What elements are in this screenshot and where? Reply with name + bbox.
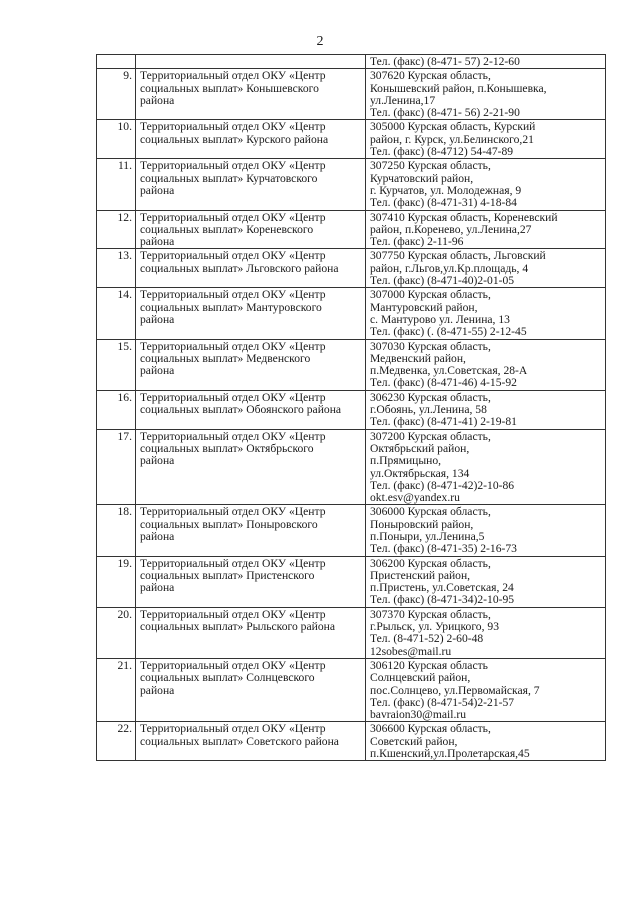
office-address-line: ул.Ленина,17 (370, 94, 436, 107)
office-name-line: Территориальный отдел ОКУ «Центр (140, 659, 326, 672)
office-address-line: п.Медвенка, ул.Советская, 28-А (370, 365, 528, 378)
office-name-line: социальных выплат» Медвенского (140, 352, 311, 365)
office-address-cell (366, 722, 606, 761)
office-address-line: 307030 Курская область, (370, 340, 491, 353)
office-address-line: Тел. (факс) (8-471-40)2-01-05 (370, 275, 515, 288)
office-address-line: Тел. (факс) (8-471- 57) 2-12-60 (370, 56, 520, 68)
office-email[interactable]: 12sobes@mail.ru (370, 645, 452, 658)
office-name-line: социальных выплат» Солнцевского (140, 672, 315, 685)
office-name-cell (136, 722, 366, 761)
office-name-cell (136, 249, 366, 288)
row-number-cell (97, 249, 136, 288)
office-name-line: Территориальный отдел ОКУ «Центр (140, 723, 326, 736)
row-number-cell (97, 429, 136, 505)
office-address-line: Тел. (факс) (8-471-34)2-10-95 (370, 594, 515, 607)
office-name-cell (136, 390, 366, 429)
office-address-line: 306000 Курская область, (370, 506, 491, 519)
office-name-cell (136, 505, 366, 556)
row-number: 20. (117, 607, 132, 621)
office-address-line: ул.Октябрьская, 134 (370, 467, 470, 480)
office-address-cell (366, 249, 606, 288)
row-number-cell (97, 120, 136, 159)
office-address-line: пос.Солнцево, ул.Первомайская, 7 (370, 684, 540, 697)
table-row (97, 505, 606, 556)
office-address-line: Октябрьский район, (370, 442, 470, 455)
office-address-line: Конышевский район, п.Конышевка, (370, 82, 547, 95)
office-address-line: район, п.Коренево, ул.Ленина,27 (370, 223, 532, 236)
office-address-line: район, г. Курск, ул.Белинского,21 (370, 133, 534, 146)
row-number: 10. (117, 120, 132, 134)
office-address-cell (366, 69, 606, 120)
table-row (97, 339, 606, 390)
office-address-line: Тел. (факс) (8-471-46) 4-15-92 (370, 377, 517, 390)
row-number: 16. (117, 390, 132, 404)
office-name-line: социальных выплат» Курчатовского (140, 172, 318, 185)
table-row (97, 722, 606, 761)
office-address-line: 307750 Курская область, Льговский (370, 250, 546, 263)
row-number: 11. (117, 159, 132, 173)
table-row (97, 288, 606, 339)
table-row (97, 607, 606, 658)
office-address-line: Тел. (факс) (8-471-54)2-21-57 (370, 696, 515, 709)
office-address-line: 307250 Курская область, (370, 160, 491, 173)
offices-table-body (97, 55, 606, 761)
office-address-line: Тел. (факс) (8-471-35) 2-16-73 (370, 543, 517, 556)
office-address-line: Пристенский район, (370, 569, 471, 582)
row-number: 13. (117, 249, 132, 263)
table-row (97, 210, 606, 249)
row-number: 9. (123, 69, 132, 83)
office-address-cell (366, 288, 606, 339)
office-name-line: Территориальный отдел ОКУ «Центр (140, 289, 326, 302)
office-address-line: Советский район, (370, 735, 458, 748)
office-name-line: социальных выплат» Льговского района (140, 262, 339, 275)
office-name-line: Территориальный отдел ОКУ «Центр (140, 121, 326, 134)
table-row (97, 69, 606, 120)
office-address-cell (366, 390, 606, 429)
office-name-line: социальных выплат» Октябрьского (140, 442, 314, 455)
table-row (97, 159, 606, 210)
table-row (97, 120, 606, 159)
office-address-line: 307200 Курская область, (370, 430, 491, 443)
office-address-cell (366, 429, 606, 505)
row-number: 18. (117, 505, 132, 519)
office-address-line: Мантуровский район, (370, 301, 478, 314)
row-number: 12. (117, 210, 132, 224)
row-number: 21. (117, 658, 132, 672)
office-address-cell (366, 159, 606, 210)
row-number: 15. (117, 339, 132, 353)
office-address-line: 307620 Курская область, (370, 70, 491, 83)
office-address-line: Тел. (факс) (8-471-31) 4-18-84 (370, 197, 517, 210)
office-name-line: Территориальный отдел ОКУ «Центр (140, 211, 326, 224)
office-address-line: с. Мантурово ул. Ленина, 13 (370, 313, 510, 326)
office-address-cell (366, 556, 606, 607)
office-address-line: Солнцевский район, (370, 672, 471, 685)
office-address-cell (366, 120, 606, 159)
office-address-cell (366, 607, 606, 658)
table-row (97, 55, 606, 69)
office-address-line: Тел. (факс) (8-4712) 54-47-89 (370, 146, 514, 159)
office-name-line: Территориальный отдел ОКУ «Центр (140, 608, 326, 621)
office-name-line: социальных выплат» Поныровского (140, 518, 318, 531)
office-name-line: социальных выплат» Рыльского района (140, 621, 335, 634)
table-row (97, 429, 606, 505)
office-address-line: г.Обоянь, ул.Ленина, 58 (370, 404, 487, 417)
office-name-line: района (140, 684, 175, 697)
row-number-cell (97, 556, 136, 607)
office-address-line: 307370 Курская область, (370, 608, 491, 621)
office-name-line: социальных выплат» Кореневского (140, 223, 314, 236)
table-row (97, 249, 606, 288)
office-name-line: социальных выплат» Пристенского (140, 569, 315, 582)
row-number-cell (97, 339, 136, 390)
row-number-cell (97, 210, 136, 249)
row-number: 14. (117, 288, 132, 302)
row-number-cell (97, 390, 136, 429)
row-number-cell (97, 658, 136, 721)
row-number-cell (97, 505, 136, 556)
office-address-line: 307000 Курская область, (370, 289, 491, 302)
row-number: 17. (117, 429, 132, 443)
office-email[interactable]: okt.esv@yandex.ru (370, 492, 460, 505)
office-address-line: Тел. (факс) (8-471-42)2-10-86 (370, 479, 515, 492)
office-name-cell (136, 159, 366, 210)
office-address-line: 306200 Курская область, (370, 557, 491, 570)
office-address-line: район, г.Льгов,ул.Кр.площадь, 4 (370, 262, 529, 275)
row-number-cell (97, 55, 136, 69)
office-address-line: п.Прямицыно, (370, 455, 442, 468)
office-address-line: Поныровский район, (370, 518, 474, 531)
office-name-line: района (140, 184, 175, 197)
office-address-line: 306600 Курская область, (370, 723, 491, 736)
office-address-line: г.Рыльск, ул. Урицкого, 93 (370, 621, 499, 634)
office-address-line: Тел. (8-471-52) 2-60-48 (370, 633, 484, 646)
office-name-cell (136, 69, 366, 120)
office-name-cell (136, 288, 366, 339)
office-name-line: района (140, 582, 175, 595)
row-number-cell (97, 607, 136, 658)
office-address-line: п.Поныри, ул.Ленина,5 (370, 530, 485, 543)
office-address-line: 307410 Курская область, Кореневский (370, 211, 558, 224)
office-address-line: Тел. (факс) (. (8-471-55) 2-12-45 (370, 326, 527, 339)
row-number-cell (97, 288, 136, 339)
office-address-line: п.Пристень, ул.Советская, 24 (370, 582, 514, 595)
office-name-line: Территориальный отдел ОКУ «Центр (140, 70, 326, 83)
row-number-cell (97, 722, 136, 761)
office-name-line: района (140, 94, 175, 107)
office-address-line: 306230 Курская область, (370, 391, 491, 404)
office-address-line: Тел. (факс) 2-11-96 (370, 236, 464, 249)
office-address-line: п.Кшенский,ул.Пролетарская,45 (370, 748, 530, 761)
office-name-line: Территориальный отдел ОКУ «Центр (140, 250, 326, 263)
table-row (97, 556, 606, 607)
office-name-line: района (140, 530, 175, 543)
office-name-cell (136, 429, 366, 505)
offices-table (96, 54, 606, 761)
office-name-cell (136, 556, 366, 607)
office-name-line: социальных выплат» Обоянского района (140, 404, 342, 417)
office-address-line: Медвенский район, (370, 352, 466, 365)
office-address-line: г. Курчатов, ул. Молодежная, 9 (370, 184, 522, 197)
office-name-line: Территориальный отдел ОКУ «Центр (140, 506, 326, 519)
page-number: 2 (316, 34, 324, 49)
office-name-cell (136, 120, 366, 159)
office-name-line: Территориальный отдел ОКУ «Центр (140, 430, 326, 443)
office-name-line: района (140, 313, 175, 326)
office-name-line: социальных выплат» Мантуровского (140, 301, 322, 314)
office-address-cell (366, 210, 606, 249)
row-number: 19. (117, 556, 132, 570)
office-address-cell (366, 55, 606, 69)
office-name-line: Территориальный отдел ОКУ «Центр (140, 160, 326, 173)
office-name-line: социальных выплат» Курского района (140, 133, 329, 146)
row-number: 22. (117, 722, 132, 736)
row-number-cell (97, 159, 136, 210)
office-address-line: Курчатовский район, (370, 172, 474, 185)
office-address-cell (366, 339, 606, 390)
office-address-line: 306120 Курская область (370, 659, 488, 672)
table-row (97, 658, 606, 721)
office-name-cell (136, 55, 366, 69)
office-name-cell (136, 658, 366, 721)
office-name-line: Территориальный отдел ОКУ «Центр (140, 391, 326, 404)
office-name-line: социальных выплат» Советского района (140, 735, 339, 748)
office-name-line: Территориальный отдел ОКУ «Центр (140, 557, 326, 570)
office-address-cell (366, 658, 606, 721)
row-number-cell (97, 69, 136, 120)
office-address-cell (366, 505, 606, 556)
office-address-line: Тел. (факс) (8-471-41) 2-19-81 (370, 416, 517, 429)
office-name-line: района (140, 236, 175, 249)
office-name-line: Территориальный отдел ОКУ «Центр (140, 340, 326, 353)
office-name-cell (136, 607, 366, 658)
office-name-line: района (140, 455, 175, 468)
office-email[interactable]: bavraion30@mail.ru (370, 709, 466, 722)
office-name-cell (136, 210, 366, 249)
office-address-line: Тел. (факс) (8-471- 56) 2-21-90 (370, 107, 520, 120)
office-address-line: 305000 Курская область, Курский (370, 121, 536, 134)
office-name-cell (136, 339, 366, 390)
table-row (97, 390, 606, 429)
office-name-line: социальных выплат» Конышевского (140, 82, 319, 95)
office-name-line: района (140, 365, 175, 378)
